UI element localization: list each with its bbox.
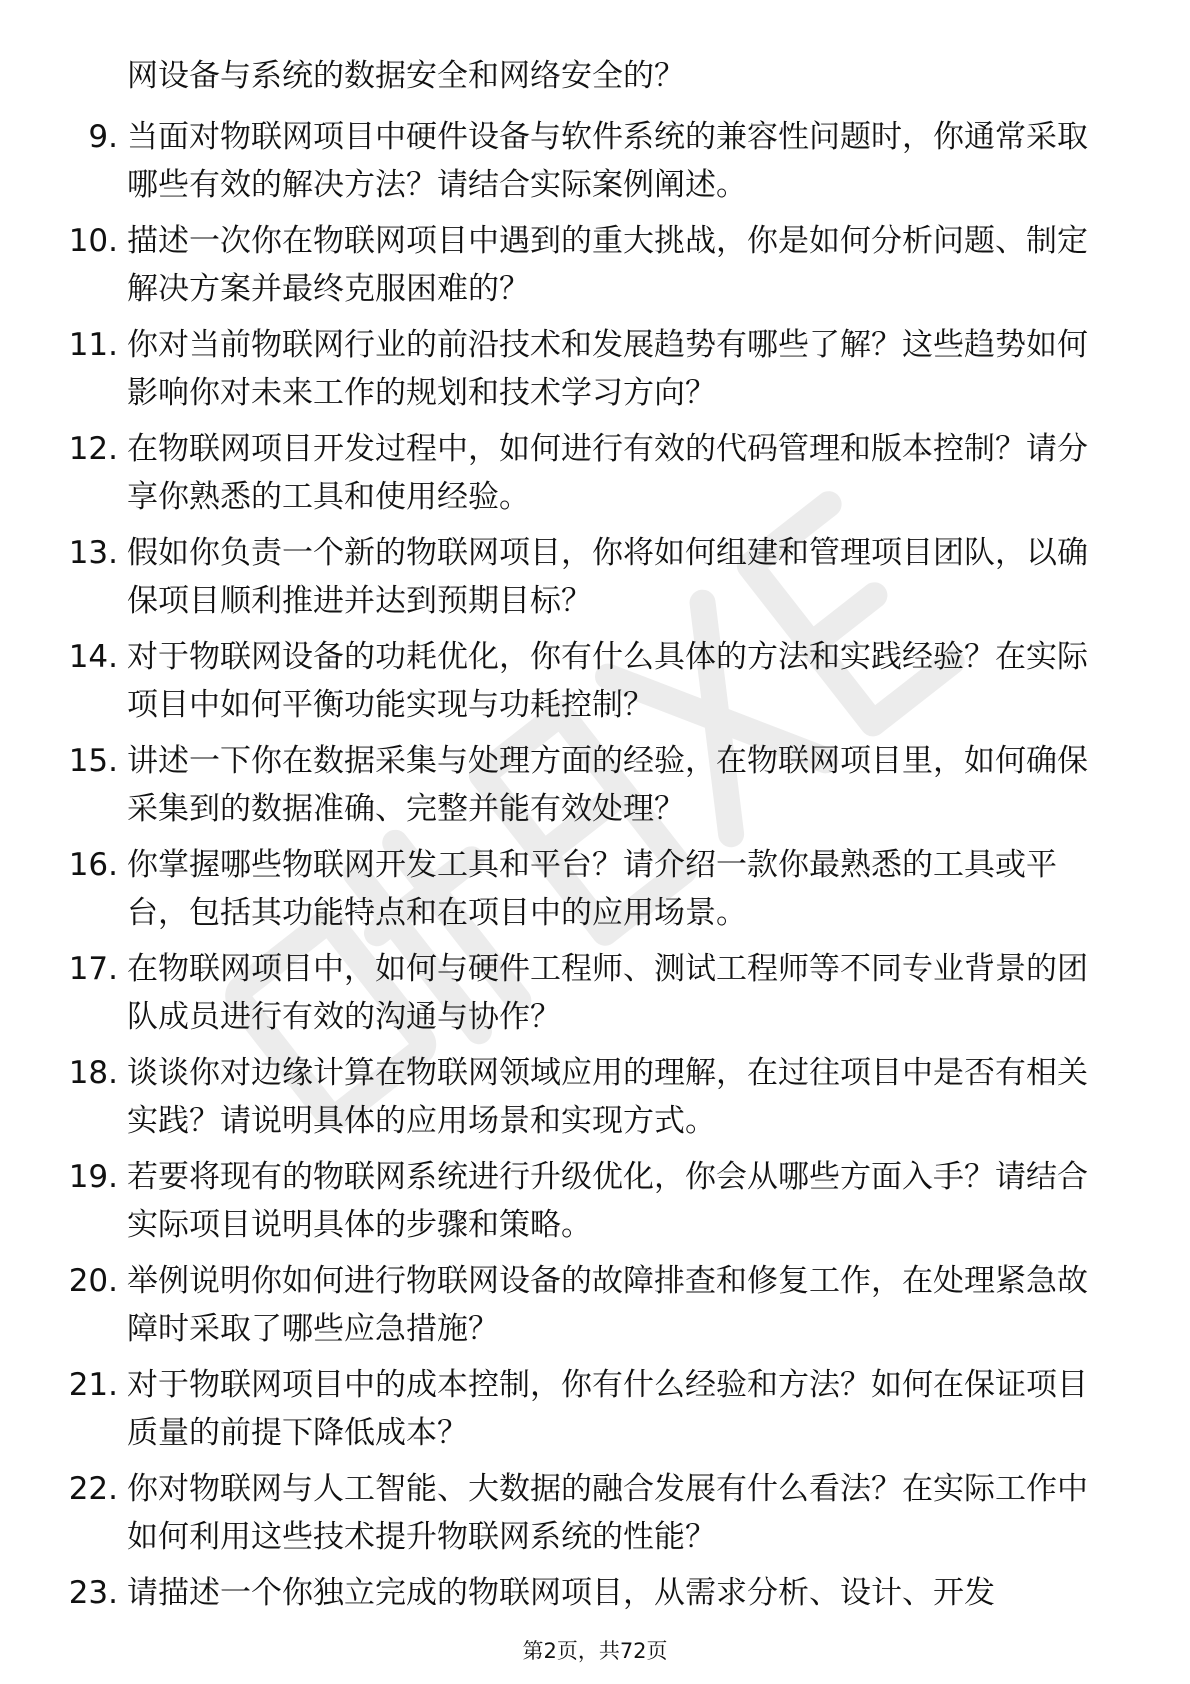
question-number: 19. [68,1159,118,1195]
question-text: 讲述一下你在数据采集与处理方面的经验，在物联网项目里，如何确保采集到的数据准确、完整并能有效处理？ [127,743,1088,827]
question-text: 当面对物联网项目中硬件设备与软件系统的兼容性问题时，你通常采取哪些有效的解决方法？请结合实际案例阐述。 [127,119,1088,203]
question-text: 对于物联网设备的功耗优化，你有什么具体的方法和实践经验？在实际项目中如何平衡功能实现与功耗控制？ [127,639,1088,723]
question-text: 描述一次你在物联网项目中遇到的重大挑战，你是如何分析问题、制定解决方案并最终克服困难的？ [127,223,1088,307]
question-text: 你掌握哪些物联网开发工具和平台？请介绍一款你最熟悉的工具或平台，包括其功能特点和在项目中的应用场景。 [127,847,1057,931]
question-item [0,425,1190,529]
question-text: 你对物联网与人工智能、大数据的融合发展有什么看法？在实际工作中如何利用这些技术提升物联网系统的性能？ [127,1471,1088,1555]
question-text: 对于物联网项目中的成本控制，你有什么经验和方法？如何在保证项目质量的前提下降低成本？ [127,1367,1088,1451]
question-text: 在物联网项目中，如何与硬件工程师、测试工程师等不同专业背景的团队成员进行有效的沟通与协作？ [127,951,1088,1035]
question-item [0,633,1190,737]
question-number: 17. [68,951,118,987]
question-number: 11. [68,327,118,363]
question-item [0,529,1190,633]
question-item [0,1257,1190,1361]
question-text: 假如你负责一个新的物联网项目，你将如何组建和管理项目团队，以确保项目顺利推进并达到预期目标？ [127,535,1088,619]
question-item [0,113,1190,217]
question-number: 23. [68,1575,118,1611]
question-item [0,1361,1190,1465]
question-item [0,217,1190,321]
question-item [0,1049,1190,1153]
question-number: 16. [68,847,118,883]
question-item [0,945,1190,1049]
question-item [0,1465,1190,1569]
question-text: 在物联网项目开发过程中，如何进行有效的代码管理和版本控制？请分享你熟悉的工具和使用经验。 [127,431,1088,515]
question-number: 10. [68,223,118,259]
question-number: 14. [68,639,118,675]
question-number: 21. [68,1367,118,1403]
question-text: 请描述一个你独立完成的物联网项目，从需求分析、设计、开发 [127,1575,995,1611]
question-number: 18. [68,1055,118,1091]
question-number: 15. [68,743,118,779]
question-number: 13. [68,535,118,571]
question-text: 举例说明你如何进行物联网设备的故障排查和修复工作，在处理紧急故障时采取了哪些应急措施？ [127,1263,1088,1347]
question-text: 你对当前物联网行业的前沿技术和发展趋势有哪些了解？这些趋势如何影响你对未来工作的规划和技术学习方向？ [127,327,1088,411]
question-list [0,113,1190,1673]
continuation-line: 网设备与系统的数据安全和网络安全的？ [127,58,685,94]
question-item [0,841,1190,945]
question-item [0,1153,1190,1257]
question-text: 若要将现有的物联网系统进行升级优化，你会从哪些方面入手？请结合实际项目说明具体的步骤和策略。 [127,1159,1088,1243]
question-text: 谈谈你对边缘计算在物联网领域应用的理解，在过往项目中是否有相关实践？请说明具体的应用场景和实现方式。 [127,1055,1088,1139]
question-number: 22. [68,1471,118,1507]
question-number: 9. [88,119,118,155]
page-footer: 第2页，共72页 [522,1639,668,1663]
question-item [0,321,1190,425]
question-item [0,737,1190,841]
question-number: 20. [68,1263,118,1299]
question-number: 12. [68,431,118,467]
